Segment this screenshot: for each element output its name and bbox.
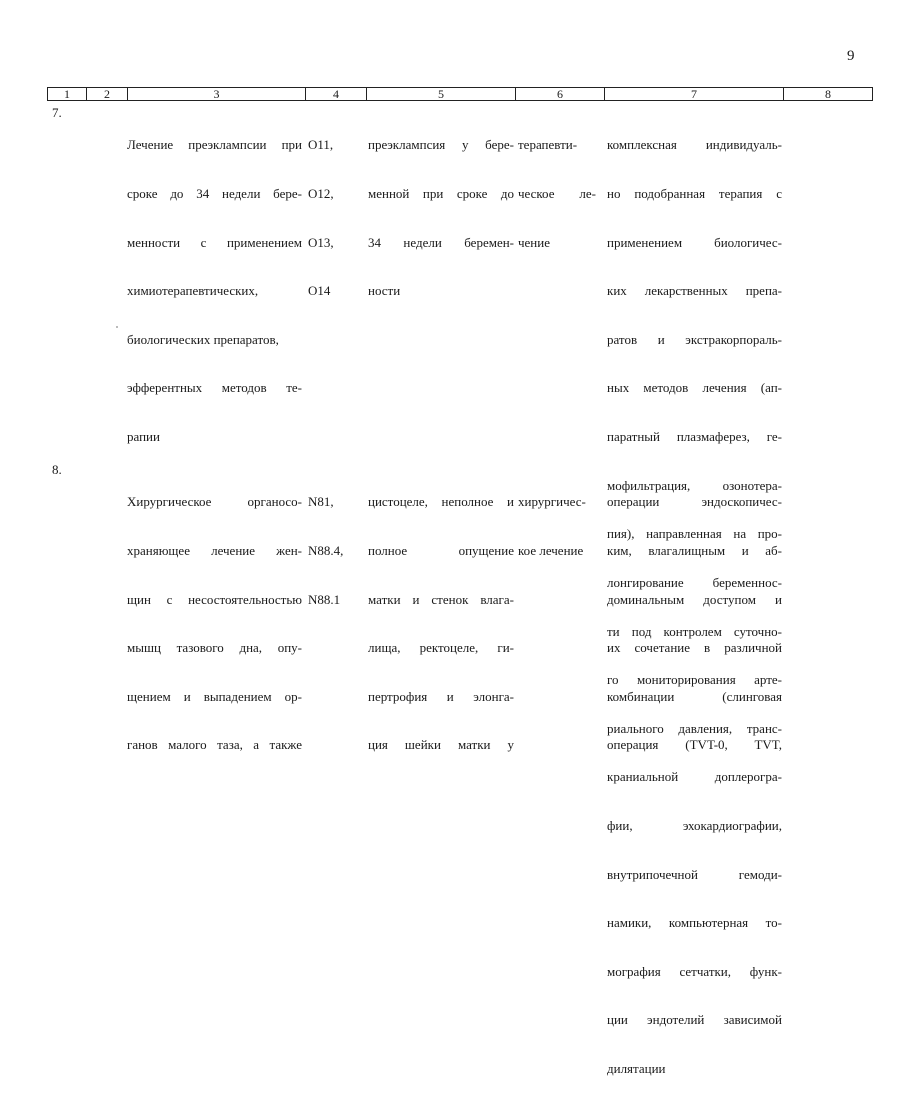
text-line: 34 недели беремен- (368, 234, 514, 250)
text-line: щин с несостоятельностью (127, 591, 302, 607)
text-line: мышц тазового дна, опу- (127, 640, 302, 656)
service-name-cell (127, 105, 302, 461)
text-line: эфферентных методов те- (127, 380, 302, 396)
text-line: мография сетчатки, функ- (607, 963, 782, 979)
text-line: ратов и экстракорпораль- (607, 331, 782, 347)
service-name-cell (127, 462, 302, 770)
text-line: доминальным доступом и (607, 591, 782, 607)
text-line: ких лекарственных препа- (607, 283, 782, 299)
text-line: фии, эхокардиографии, (607, 817, 782, 833)
icd-code-cell (308, 462, 343, 624)
text-line: рапии (127, 429, 160, 445)
text-line: внутрипочечной гемоди- (607, 866, 782, 882)
text-line: но подобранная терапия с (607, 186, 782, 202)
text-line: лища, ректоцеле, ги- (368, 640, 514, 656)
text-line: их сочетание в различной (607, 640, 782, 656)
text-line: ция шейки матки у (368, 737, 514, 753)
text-line: ции эндотелий зависимой (607, 1012, 782, 1028)
scan-speck (116, 326, 118, 328)
icd-code: N88.1 (308, 591, 341, 607)
text-line: пертрофия и элонга- (368, 688, 514, 704)
text-line: ти под контролем суточно- (607, 623, 782, 639)
column-header-3: 3 (127, 88, 305, 100)
text-line: риального давления, транс- (607, 720, 782, 736)
text-line: пия), направленная на про- (607, 526, 782, 542)
text-line: паратный плазмаферез, ге- (607, 429, 782, 445)
treatment-type-cell (518, 105, 596, 267)
text-line: комплексная индивидуаль- (607, 137, 782, 153)
column-header-8: 8 (783, 88, 872, 100)
text-line: Лечение преэклампсии при (127, 137, 302, 153)
column-header-6: 6 (515, 88, 604, 100)
table-header-row (47, 87, 873, 101)
text-line: матки и стенок влага- (368, 591, 514, 607)
icd-code: N81, (308, 494, 334, 510)
text-line: намики, компьютерная то- (607, 915, 782, 931)
text-line: Хирургическое органосо- (127, 494, 302, 510)
icd-code: O11, (308, 137, 334, 153)
text-line: лонгирование беременнос- (607, 574, 782, 590)
row-number: 7. (52, 105, 62, 120)
patient-model-cell (368, 105, 514, 316)
text-line: хирургичес- (518, 494, 586, 510)
icd-code: O12, (308, 186, 334, 202)
treatment-method-cell (607, 462, 782, 770)
column-header-7: 7 (604, 88, 783, 100)
text-line: ганов малого таза, а также (127, 737, 302, 753)
text-line: храняющее лечение жен- (127, 543, 302, 559)
column-header-2: 2 (86, 88, 127, 100)
treatment-type-cell (518, 462, 596, 575)
text-line: краниальной доплерогра- (607, 769, 782, 785)
text-line: щением и выпадением ор- (127, 688, 302, 704)
text-line: менности с применением (127, 234, 302, 250)
icd-code: O13, (308, 234, 334, 250)
text-line: дилятации (607, 1060, 666, 1076)
text-line: операции эндоскопичес- (607, 494, 782, 510)
text-line: го мониторирования арте- (607, 672, 782, 688)
column-header-5: 5 (366, 88, 515, 100)
text-line: операция (TVT-0, TVT, (607, 737, 782, 753)
text-line: чение (518, 234, 550, 250)
column-header-4: 4 (305, 88, 366, 100)
text-line: терапевти- (518, 137, 578, 153)
text-line: комбинации (слинговая (607, 688, 782, 704)
text-line: цистоцеле, неполное и (368, 494, 514, 510)
icd-code: N88.4, (308, 543, 344, 559)
icd-code: O14 (308, 283, 331, 299)
icd-code-cell (308, 105, 334, 316)
text-line: ных методов лечения (ап- (607, 380, 782, 396)
text-line: полное опущение (368, 543, 514, 559)
text-line: мофильтрация, озонотера- (607, 477, 782, 493)
text-line: применением биологичес- (607, 234, 782, 250)
text-line: менной при сроке до (368, 186, 514, 202)
patient-model-cell (368, 462, 514, 770)
text-line: химиотерапевтических, (127, 283, 259, 299)
row-number: 8. (52, 462, 62, 477)
column-header-1: 1 (64, 87, 70, 101)
text-line: биологических препаратов, (127, 331, 279, 347)
text-line: преэклампсия у бере- (368, 137, 514, 153)
text-line: кое лечение (518, 543, 584, 559)
text-line: сроке до 34 недели бере- (127, 186, 302, 202)
text-line: ности (368, 283, 401, 299)
text-line: ким, влагалищным и аб- (607, 543, 782, 559)
page-number: 9 (847, 48, 855, 64)
text-line: ческое ле- (518, 186, 596, 202)
